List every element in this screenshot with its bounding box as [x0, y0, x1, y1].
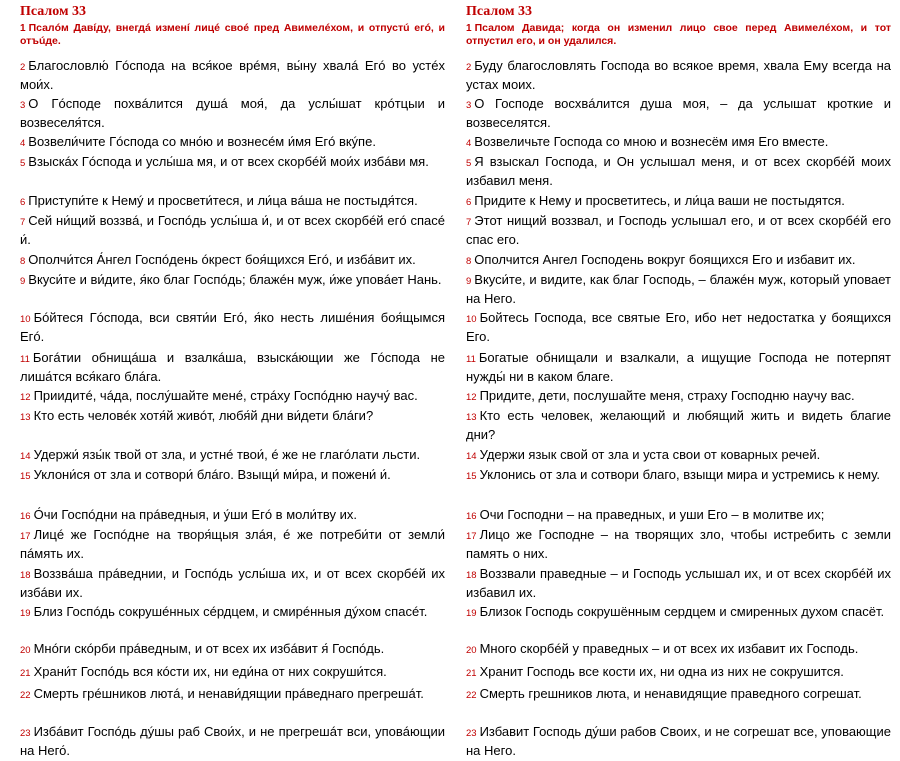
verse-text: Лицо же Господне – на творящих зло, чтобы истребить с земли память о них. [466, 527, 891, 561]
verse-text: Смерть грéшников лютá, и ненави́дящии прáведнаго прегрешáт. [33, 686, 424, 701]
verse-number: 23 [466, 728, 477, 739]
verse-text: Близок Господь сокрушённым сердцем и смиренных духом спасёт. [479, 604, 885, 619]
verse [466, 407, 891, 443]
verse-text: Близ Госпóдь сокрушéнных сéрдцем, и смирéнныя дýхом спасéт. [33, 604, 428, 619]
verse [20, 526, 445, 562]
verse [20, 153, 445, 172]
verse-text: Очи Господни – на праведных, и уши Его – в молитве их; [479, 507, 825, 522]
left-psalm-title: Псалом 33 [20, 4, 87, 19]
verse [20, 192, 445, 211]
verse [20, 603, 445, 622]
verse [466, 446, 891, 465]
verse-number: 4 [466, 138, 472, 149]
verse [466, 603, 891, 622]
verse-text: О Гóсподе похвáлится душá моя́, да услы́шат крóтцыи и возвеселя́тся. [20, 96, 445, 130]
verse [466, 22, 891, 48]
verse [20, 506, 445, 525]
verse-text: Взыскáх Гóспода и услы́ша мя, и от всех скорбéй мои́х избáви мя. [28, 154, 429, 169]
verse-number: 21 [20, 668, 31, 679]
verse-number: 8 [20, 256, 26, 267]
verse [20, 723, 445, 759]
verse-text: Лицé же Госпóдне на творя́щыя злáя, é же потреби́ти от земли́ пáмять их. [20, 527, 445, 561]
verse-text: Псалóм Давíду, внегдá изменí лицé своé пред Авимелéхом, и отпустú егó, и отъúде. [20, 22, 445, 47]
verse-number: 12 [466, 392, 477, 403]
verse [466, 640, 891, 659]
verse-text: Ополчится Ангел Господень вокруг боящихся Его и избавит их. [474, 252, 856, 267]
verse-text: Возвеличьте Господа со мною и вознесём имя Его вместе. [474, 134, 829, 149]
verse-text: Удержи́ язы́к твой от зла, и устнé твои́, é же не глагóлати льсти. [33, 447, 421, 462]
verse-number: 15 [20, 471, 31, 482]
verse [20, 466, 445, 485]
verse [20, 640, 445, 659]
verse-number: 11 [20, 354, 30, 365]
church-slavonic-column [20, 0, 454, 761]
verse-number: 8 [466, 256, 472, 267]
verse [466, 723, 891, 759]
verse-number: 14 [466, 451, 477, 462]
verse-text: Богатые обнищали и взалкали, а ищущие Господа не потерпят нужды́ ни в каком благе. [466, 350, 891, 384]
verse-number: 13 [20, 412, 31, 423]
verse [466, 212, 891, 248]
verse-number: 18 [466, 570, 477, 581]
verse-number: 19 [20, 608, 31, 619]
verse-number: 23 [20, 728, 31, 739]
verse [20, 57, 445, 93]
verse-number: 15 [466, 471, 477, 482]
verse [466, 387, 891, 406]
verse [20, 309, 445, 345]
verse-number: 22 [20, 690, 31, 701]
verse-text: Избáвит Госпóдь дýшы раб Свои́х, и не прегрешáт вси, уповáющии на Него́. [20, 724, 445, 758]
verse-number: 16 [20, 511, 31, 522]
verse-text: Придите к Нему и просветитесь, и ли́ца ваши не постыдятся. [474, 193, 845, 208]
verse-text: Храни́т Госпóдь вся кóсти их, ни еди́на от них сокруши́тся. [33, 664, 387, 679]
verse-text: Буду благословлять Господа во всякое время, хвала Ему всегда на устах моих. [466, 58, 891, 92]
verse [20, 565, 445, 601]
verse-number: 17 [466, 531, 477, 542]
verse-text: Вкуси́те, и видите, как благ Господь, – блажéн муж, который уповает на Него. [466, 272, 891, 306]
verse-number: 13 [466, 412, 477, 423]
verse-number: 5 [20, 158, 26, 169]
verse [466, 685, 891, 704]
verse [20, 22, 445, 48]
verse-number: 4 [20, 138, 26, 149]
verse [20, 685, 445, 704]
verse-text: Смерть грешников люта, и ненавидящие праведного согрешат. [479, 686, 862, 701]
verse-number: 6 [20, 197, 26, 208]
verse-number: 14 [20, 451, 31, 462]
verse-text: Приступи́те к Немý и просвети́теся, и ли́ца вáша не постыдя́тся. [28, 193, 418, 208]
verse [20, 407, 445, 426]
verse-text: Удержи язык свой от зла и уста свои от коварных речей. [479, 447, 821, 462]
verse-text: Сей ни́щий воззвá, и Госпóдь услы́ша и́, и от всех скорбéй егó спасé и́. [20, 213, 445, 247]
verse-text: Богáтии обнищáша и взалкáша, взыскáющии же Гóспода не лиша́тся вся́каго блáга. [20, 350, 445, 384]
verse-text: Бойтесь Господа, все святые Его, ибо нет недостатка у боящихся Его. [466, 310, 891, 344]
verse-number: 16 [466, 511, 477, 522]
verse [20, 133, 445, 152]
verse-number: 12 [20, 392, 31, 403]
verse-text: Псалом Давида; когда он изменил лицо свое перед Авимелéхом, и тот отпустил его, и он удалился. [466, 22, 891, 47]
russian-translation-column [466, 0, 900, 761]
verse [20, 387, 445, 406]
verse-number: 18 [20, 570, 31, 581]
verse-text: Хранит Господь все кости их, ни одна из них не сокрушится. [479, 664, 844, 679]
verse-text: Придите, дети, послушайте меня, страху Господню научу вас. [479, 388, 855, 403]
verse [466, 271, 891, 307]
verse-number: 9 [466, 276, 472, 287]
verse-text: Кто есть человек, желающий и любящий жить и видеть благие дни? [466, 408, 891, 442]
verse-number: 2 [466, 62, 472, 73]
verse-text: Приидитé, чáда, послу́шайте менé, стрáху Госпóдню научу́ вас. [33, 388, 418, 403]
verse-text: Вкуси́те и ви́дите, я́ко благ Госпóдь; блажéн муж, и́же уповáет Нань. [28, 272, 442, 287]
verse [466, 663, 891, 682]
verse [20, 251, 445, 270]
verse-number: 20 [20, 645, 31, 656]
verse-text: Возвели́чите Гóспода со мно́ю и вознесéм и́мя Егó вкýпе. [28, 134, 376, 149]
verse-text: Бóйтеся Гóспода, вси святи́и Егó, я́ко несть лишéния боя́щымся Егó. [20, 310, 445, 344]
verse-number: 21 [466, 668, 477, 679]
verse-number: 19 [466, 608, 477, 619]
verse-number: 7 [20, 217, 26, 228]
verse [466, 349, 891, 385]
verse-text: Воззвали праведные – и Господь услышал их, и от всех скорбéй их избавил их. [466, 566, 891, 600]
verse [466, 309, 891, 345]
verse-text: Воззвáша прáведнии, и Госпóдь услы́ша их, и от всех скорбéй их избáви их. [20, 566, 445, 600]
verse-text: Я взыскал Господа, и Он услышал меня, и от всех скорбéй моих избавил меня. [466, 154, 891, 188]
verse-text: Уклонись от зла и сотвори благо, взыщи мира и устремись к нему. [479, 467, 880, 482]
verse-text: Мнóги скóрби прáведным, и от всех их избáвит я́ Госпóдь. [33, 641, 385, 656]
verse [20, 446, 445, 465]
right-psalm-title: Псалом 33 [466, 4, 533, 19]
verse [20, 349, 445, 385]
verse [466, 466, 891, 485]
verse-number: 17 [20, 531, 31, 542]
verse-text: Кто есть человéк хотя́й живóт, любя́й дни ви́дети блáги? [33, 408, 374, 423]
verse-text: Избавит Господь ду́ши рабов Своих, и не согрешат все, уповающие на Него. [466, 724, 891, 758]
verse-number: 2 [20, 62, 26, 73]
verse-text: О́чи Госпóдни на прáведныя, и у́ши Егó в моли́тву их. [33, 507, 357, 522]
verse-text: Ополчи́тся А́нгел Госпóдень óкрест боя́щихся Егó, и избáвит их. [28, 252, 416, 267]
verse-text: Уклони́ся от зла и сотвори́ блáго. Взыщи́ ми́ра, и пожени́ и́. [33, 467, 391, 482]
verse-number: 1 [20, 23, 26, 34]
verse-number: 1 [466, 23, 472, 34]
verse [466, 57, 891, 93]
verse-number: 6 [466, 197, 472, 208]
verse-number: 22 [466, 690, 477, 701]
verse-number: 7 [466, 217, 472, 228]
verse-number: 11 [466, 354, 476, 365]
verse [466, 565, 891, 601]
verse-number: 3 [466, 100, 472, 111]
verse [466, 192, 891, 211]
verse-text: О Господе восхвáлится душа моя, – да услышат кроткие и возвеселятся. [466, 96, 891, 130]
verse-text: Благословлю́ Гóспода на вся́кое врéмя, вы́ну хвалá Егó во устéх мои́х. [20, 58, 445, 92]
verse [20, 663, 445, 682]
verse [466, 526, 891, 562]
verse [466, 251, 891, 270]
verse-number: 3 [20, 100, 26, 111]
verse [466, 133, 891, 152]
verse-number: 10 [466, 314, 477, 325]
verse-text: Этот нищий воззвал, и Господь услышал его, и от всех скорбéй его спас его. [466, 213, 891, 247]
verse [466, 506, 891, 525]
verse [20, 271, 445, 290]
verse-number: 10 [20, 314, 31, 325]
verse [466, 95, 891, 131]
verse-number: 9 [20, 276, 26, 287]
verse-number: 5 [466, 158, 472, 169]
verse-number: 20 [466, 645, 477, 656]
verse-text: Много скорбéй у праведных – и от всех их избавит их Господь. [479, 641, 859, 656]
verse [20, 95, 445, 131]
verse [466, 153, 891, 189]
verse [20, 212, 445, 248]
